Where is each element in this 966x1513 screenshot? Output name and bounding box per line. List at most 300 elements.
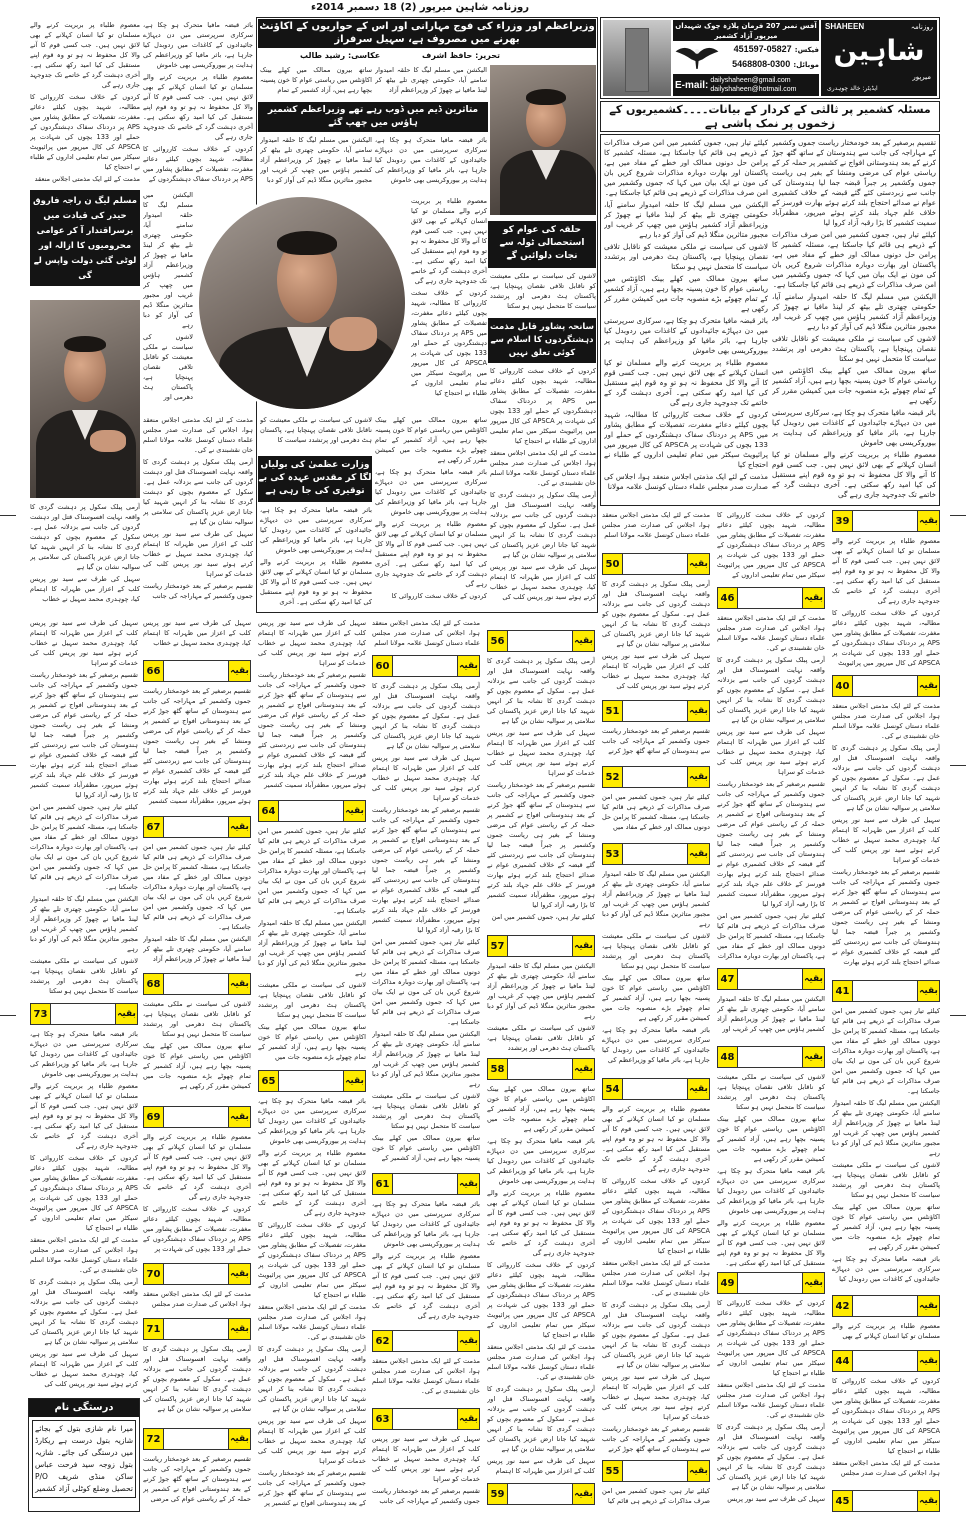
news-column (602, 510, 710, 550)
article-paragraph: آرمی پبلک سکول پر دہشت گردی کا واقعہ نہایت افسوسناک قتل اور دہشت گردوں کی جانب سے بزدلانہ عمل ہے۔ سکول کے معصوم بچوں کو دہشت گردی کا نشانہ بنا کر انہیں شہید کیا جانا ارض عزیز پاکستان کی سلامتی پر سوالیہ نشان بن گیا ہے (487, 657, 595, 725)
continuation-label: بقیہ (228, 1429, 250, 1449)
continuation-box (143, 816, 251, 838)
article-paragraph: آرمی پبلک سکول پر دہشت گردی کا واقعہ نہایت افسوسناک قتل اور دہشت گردوں کی جانب سے بزدلانہ عمل ہے۔ سکول کے معصوم بچوں کو دہشت گردی کا نشانہ بنا کر انہیں شہید کیا جانا ارض عزیز پاکستان کی سلامتی پر سوالیہ نشان بن گیا ہے (602, 1301, 710, 1369)
continuation-label: بقیہ (343, 801, 365, 821)
continuation-box (372, 1408, 480, 1430)
news-column (717, 613, 825, 965)
continuation-label: بقیہ (457, 656, 479, 676)
continuation-number: 58 (488, 1059, 508, 1079)
article-paragraph: سہیل کی طرف سے سید نور پریس کلب کے اعزاز میں ظہرانہ کا اہتمام کیا، چوہدری محمد سہیل نے خطاب کرتے ہوئے سید نور پریس کلب کی خدمات کو سراہا (30, 619, 138, 667)
article-paragraph: کیلئے تیار ہیں، جموں کشمیر میں امن صرف مذاکرات کے ذریعے ہی قائم کیا جاسکتا ہے، مسئلہ کشمیر کا پرامن حل دونوں ممالک اور خطے کے مفاد میں ہے، پاکستان اور بھارت دوبارہ مذاکرات شروع کریں بان کی مون نے ایک بیان میں کہا کہ جموں وکشمیر میں امن صرف مذاکرات کے ذریعے ہی قائم کیا جاسکتا ہے۔ (772, 230, 936, 289)
article-paragraph: مذمت کے لئے ایک مذمتی اجلاس منعقد ہوا، اجلاس کی صدارت صدر مجلس علماء دستاں کونسل علامہ مولانا اسلم خان نقشبندی نے کی۔ (487, 1343, 595, 1381)
continuation-number: 50 (603, 554, 623, 574)
article-paragraph: لاشوں کی سیاست نے ملکی معیشت کو ناقابل تلافی نقصان پہنچایا ہے، پاکستان ہٹ دھرمی اور (143, 333, 193, 401)
continuation-box (143, 1318, 251, 1340)
article-paragraph: آرمی پبلک سکول پر دہشت گردی کا واقعہ نہایت افسوسناک قتل اور دہشت گردوں کی جانب سے بزدلانہ عمل ہے۔ سکول کے معصوم بچوں کو دہشت گردی کا نشانہ بنا کر انہیں شہید کیا جانا ارض عزیز پاکستان کی سلامتی پر سوالیہ نشان بن گیا ہے (372, 682, 480, 750)
continuation-number: 52 (603, 767, 623, 787)
article-paragraph: کردوں کے خلاف سخت کارروائی کا مطالبہ، شہید بچوں کیلئے دعائے مغفرت، تفصیلات کے مطابق پشاور میں APS پر دردناک سفاک دہشتگردوں کے حملے اور 133 بچوں کی شہادت پر APSCA کی کال میرپور میں پرائیویٹ سیکٹر میں تمام تعلیمی اداروں کے طلباء نے احتجاج کیا (30, 1154, 138, 1232)
article-paragraph: کردوں کے خلاف سخت کارروائی کا مطالبہ، شہید بچوں کیلئے دعائے مغفرت، تفصیلات کے مطابق پشاور میں APS پر دردناک سفاک دہشتگردوں کے حملے اور 133 بچوں کی شہادت پر APSCA کی کال میرپور میں پرائیویٹ سیکٹر میں تمام تعلیمی اداروں کے طلباء نے احتجاج کیا (602, 1177, 710, 1255)
article-paragraph: تقسیم برصغیر کے بعد خودمختار ریاست جموں وکشمیر کے مہاراجہ کی جانب سے ہندوستان کے ساتھ گٹھ جوڑ کرنے کے بعد ہندوستانی افواج نے کشمیر پر حملہ کر کے ریاستی عوام کی مرضی ومنشا کے بغیر ہی ریاست جموں وکشمیر پر جبراً قبضہ جما لیا ہندوستان کی جانب سے زبردستی کئے گئے قبضہ کے خلاف کشمیری عوام نے صدائے احتجاج بلند کرتے ہوئے بھارت فورسز کے خلاف علم جہاد بلند کرتے ہوئے میرپور، مظفرآباد سمیت کشمیر کا بڑا رقبہ آزاد کروا لیا (372, 806, 480, 934)
article-paragraph: مذمت کے لئے ایک مذمتی اجلاس منعقد ہوا، اجلاس کی صدارت صدر مجلس علماء دستاں کونسل علامہ مولانا اسلم خان نقشبندی نے کی۔ (832, 702, 940, 740)
email-hotmail[interactable]: dailyshaheen@hotmail.com (710, 86, 797, 93)
article-paragraph: کردوں کے خلاف سخت کارروائی کا مطالبہ، شہید بچوں کیلئے دعائے مغفرت، تفصیلات کے مطابق پشاور میں APS پر دردناک سفاک دہشتگردوں کے حملے اور 133 بچوں کی شہادت پر APSCA کی کال میرپور میں پرائیویٹ سیکٹر میں تمام تعلیمی اداروں کے (717, 511, 825, 579)
news-column (258, 618, 366, 797)
registration-mark (0, 765, 16, 766)
article-paragraph: لاشوں کی سیاست نے ملکی معیشت کو ناقابل تلافی نقصان پہنچایا ہے، پاکستان ہٹ دھرمی اور پرتشدد سیاست کا (260, 416, 372, 444)
article-paragraph: مذمت کے لئے ایک مذمتی اجلاس منعقد ہوا، اجلاس کی صدارت صدر مجلس علماء دستاں کونسل علامہ مولانا اسلم خان نقشبندی نے کی۔ (717, 614, 825, 652)
news-column (372, 1356, 480, 1405)
continuation-number: 57 (488, 936, 508, 956)
editorial-title: مسئلہ کشمیر پر ثالثی کے کردار کے بیانات۔۔۔۔کشمیریوں کے زخموں پر نمک پاشی ہے (600, 101, 940, 132)
feature-subheadline-3: سانحہ پشاور قابل مذمت دہشتگردوں کا اسلام سے کوئی تعلق نہیں (488, 318, 596, 363)
news-column (258, 1096, 366, 1510)
continuation-box (832, 675, 940, 697)
article-paragraph: تقسیم برصغیر کے بعد خودمختار ریاست جموں وکشمیر کے مہاراجہ کی جانب سے ہندوستان کے ساتھ گٹھ جوڑ کرنے کے بعد ہندوستانی افواج نے کشمیر پر حملہ کر کے ریاستی عوام کی مرضی ومنشا کے بغیر ہی ریاست جموں وکشمیر پر جبراً قبضہ جما لیا ہندوستان کی جانب سے زبردستی کئے گئے قبضہ کے خلاف کشمیری عوام نے صدائے احتجاج بلند کرتے ہوئے بھارت فورسز کے خلاف علم جہاد بلند کرتے ہوئے میرپور، مظفرآباد سمیت کشمیر کا بڑا رقبہ آزاد کروا لیا (772, 138, 936, 227)
continuation-number: 53 (603, 844, 623, 864)
news-column (602, 726, 710, 763)
article-paragraph: مذمت کے لئے ایک مذمتی اجلاس منعقد ہوا، اجلاس کی صدارت صدر مجلس علماء دستاں کونسل علامہ مولانا اسلم (372, 619, 480, 647)
speaker-photo (30, 300, 140, 498)
article-paragraph: ساتھ بیرون ممالک میں کھلے بینک اکاؤنٹس میں ریاستی عوام کا خون پسینہ بچھا رہے ہیں، آزاد کشمیر کے تمام چھوٹے بڑے منصوبہ جات میں کمیشن مقرر کر رکھی ہے (487, 1085, 595, 1133)
interview-circle-photo (196, 194, 408, 412)
continuation-label: بقیہ (917, 1491, 939, 1511)
continuation-label: بقیہ (687, 701, 709, 721)
logo-city: میرپور (912, 73, 931, 81)
feature-column (375, 65, 487, 100)
article-paragraph: باثر قبضہ مافیا متحرک ہو چکا ہے، سرکاری سرپرستی میں دن دیہاڑے جائیدادوں کے کاغذات میں ردوبدل کیا جارہا ہے، باثر مافیا کو وزیراعظم کی ہدایت پر بیوروکریسی بھی خاموش (717, 1167, 825, 1215)
continuation-label: بقیہ (802, 588, 824, 608)
editorial-column (604, 138, 768, 502)
article-paragraph: آرمی پبلک سکول پر دہشت گردی کا واقعہ نہایت افسوسناک قتل اور دہشت گردوں کی جانب سے بزدلانہ عمل ہے۔ سکول کے معصوم بچوں کو دہشت گردی کا نشانہ بنا کر انہیں شہید کیا جانا ارض عزیز پاکستان کی سلامتی پر سوالیہ نشان بن گیا ہے (490, 491, 596, 559)
continuation-box (372, 1173, 480, 1195)
continuation-number: 46 (718, 588, 738, 608)
interview-photo (490, 65, 596, 215)
continuation-label: بقیہ (687, 1461, 709, 1481)
left-column (30, 20, 140, 185)
news-column (717, 1298, 825, 1510)
left-highlight-box: مسلم لیگ ن راجہ فاروق حیدر کی قیادت میں برسراقتدار آ کر عوامی محرومیوں کا ازالہ اور لوٹی گئی دولت واپس لے گی (30, 190, 140, 286)
article-paragraph: کردوں کے خلاف سخت کارروائی کا مطالبہ، شہید بچوں کیلئے دعائے مغفرت، تفصیلات کے مطابق پشاور میں APS پر دردناک سفاک دہشتگردوں کے حملے اور 133 بچوں کی شہادت پر (143, 1205, 251, 1253)
article-paragraph: کیلئے تیار ہیں، جموں کشمیر میں امن (491, 913, 595, 921)
article-paragraph: تقسیم برصغیر کے بعد خودمختار ریاست جموں وکشمیر کے مہاراجہ کی جانب (372, 1487, 480, 1505)
article-paragraph: آرمی پبلک سکول پر دہشت گردی کا واقعہ نہایت افسوسناک قتل اور دہشت گردوں کی جانب سے بزدلانہ عمل ہے۔ سکول کے معصوم بچوں کو دہشت گردی کا نشانہ بنا کر انہیں شہید کیا جانا ارض عزیز پاکستان کی سلامتی پر سوالیہ نشان بن گیا ہے (717, 1423, 825, 1491)
continuation-box (487, 630, 595, 652)
news-column (832, 1321, 940, 1347)
continuation-box (602, 766, 710, 788)
continuation-label: بقیہ (572, 631, 594, 651)
office-address: آفس نمبر 207 فرمان پلازہ چوک شہیداں میرپور آزاد کشمیر (673, 20, 819, 41)
article-paragraph: تقسیم برصغیر کے بعد خودمختار ریاست جموں وکشمیر کے مہاراجہ کی جانب سے ہندوستان کے ساتھ گٹھ جوڑ کرنے کے بعد ہندوستانی افواج نے کشمیر پر حملہ کر کے ریاستی عوام کی مرضی (143, 1455, 251, 1503)
byline-photographer: عکاسی: رشید طالب (300, 51, 381, 60)
article-paragraph: کردوں کے خلاف سخت کارروائی کا مطالبہ، شہید بچوں کیلئے دعائے مغفرت، تفصیلات کے مطابق پشاور میں APS پر دردناک سفاک دہشتگردوں کے حملے اور 133 بچوں کی شہادت پر APSCA کی کال میرپور میں پرائیویٹ سیکٹر میں تمام تعلیمی اداروں کے طلباء نے احتجاج کیا (832, 1377, 940, 1455)
article-paragraph: سہیل کی طرف سے سید نور پریس کلب کے اعزاز میں ظہرانہ کا اہتمام کیا، چوہدری محمد سہیل نے خطاب (143, 619, 251, 647)
article-paragraph: باثر قبضہ مافیا متحرک ہو چکا ہے، سرکاری سرپرستی میں دن دیہاڑے جائیدادوں کے کاغذات میں ردوبدل کیا جارہا ہے، باثر مافیا کو وزیراعظم کی ہدایت پر بیوروکریسی بھی خاموش (372, 1200, 480, 1248)
article-paragraph: معصوم طلباء پر بربریت کرنے والے مسلمان تو کیا انسان کہلانے کے بھی لائق نہیں ہیں۔ جب کسی قوم کا آنے والا کل محفوظ نہ ہو تو وہ قوم اپنے مستقبل کی کیا امید رکھ سکتی ہے۔ آخری (260, 558, 372, 606)
article-paragraph: ساتھ بیرون ممالک میں کھلے بینک اکاؤنٹس میں ریاستی عوام کا خون پسینہ بچھا رہے ہیں، آزاد کشمیر کے تمام چھوٹے بڑے منصوبہ جات میں (258, 1023, 366, 1061)
article-paragraph: لاشوں کی سیاست نے ملکی معیشت کو ناقابل تلافی نقصان پہنچایا ہے، پاکستان ہٹ دھرمی اور پرتشدد سیاست کا متحمل نہیں ہو سکتا (143, 1000, 251, 1038)
article-paragraph: باثر قبضہ مافیا متحرک ہو چکا ہے، سرکاری سرپرستی میں دن دیہاڑے جائیدادوں کے کاغذات میں ردوبدل کیا جارہا ہے، باثر مافیا کو وزیراعظم کی ہدایت پر بیوروکریسی بھی خاموش (604, 316, 768, 355)
continuation-number: 41 (833, 981, 853, 1001)
article-paragraph: تقسیم برصغیر کے بعد خودمختار ریاست جموں وکشمیر کے مہاراجہ کی جانب سے ہندوستان کے ساتھ گٹھ جوڑ کرنے کے بعد ہندوستانی افواج نے کشمیر پر حملہ کر کے ریاستی عوام کی مرضی ومنشا کے بغیر ہی ریاست جموں وکشمیر پر جبراً قبضہ جما لیا ہندوستان کی جانب سے زبردستی کئے گئے قبضہ کے خلاف کشمیری عوام نے صدائے احتجاج بلند کرتے ہوئے بھارت فورسز کے خلاف علم جہاد بلند کرتے ہوئے میرپور، مظفرآباد سمیت کشمیر کا بڑا رقبہ آزاد کروا لیا (487, 781, 595, 909)
article-paragraph: باثر قبضہ مافیا متحرک ہو چکا ہے، سرکاری سرپرستی میں دن دیہاڑے جائیدادوں کے کاغذات میں ردوبدل کیا جارہا ہے، باثر مافیا کو وزیراعظم کی (602, 1026, 710, 1064)
logo-daily: روزنامہ (910, 23, 933, 31)
article-paragraph: کیلئے تیار ہیں، جموں کشمیر میں امن صرف مذاکرات کے ذریعے ہی قائم کیا جاسکتا ہے، مسئلہ کشمیر کا پرامن حل دونوں ممالک اور خطے کے مفاد میں ہے، پاکستان اور بھارت دوبارہ مذاکرات شروع کریں بان کی مون نے ایک بیان میں کہا کہ جموں وکشمیر میں امن صرف مذاکرات کے ذریعے ہی قائم کیا جاسکتا ہے۔ (30, 803, 138, 891)
article-paragraph: لاشوں کی سیاست نے ملکی معیشت کو ناقابل تلافی نقصان پہنچایا ہے، پاکستان ہٹ دھرمی اور پرتشدد (487, 1024, 595, 1052)
article-paragraph: الیکشن میں مسلم لیگ کا حلقہ امیدوار سامنے آیا، حکومتی چھتری تلے بیٹھ کر لینڈ مافیا نے چھوڑ کر وزیراعظم آزاد کشمیر ہاؤس میں چھپ کر غریب اور مجبور متاثرین منگلا ڈیم کی آواز کو دبا رہے (372, 1030, 480, 1088)
news-column (602, 1486, 710, 1510)
article-paragraph: معصوم طلباء پر بربریت کرنے والے مسلمان تو کیا انسان کہلانے کے بھی لائق نہیں ہیں۔ جب کسی قوم کا آنے والا کل محفوظ نہ ہو تو وہ قوم اپنے مستقبل کی کیا امید رکھ سکتی ہے۔ آخری دہشت گرد کے خاتمے تک جدوجہد جاری رہے گی (487, 1189, 595, 1257)
article-paragraph: لاشوں کی سیاست نے ملکی معیشت کو ناقابل تلافی نقصان پہنچایا ہے، پاکستان ہٹ دھرمی اور پرتشدد سیاست کا متحمل نہیں ہو سکتا (717, 1073, 825, 1111)
news-column (717, 510, 825, 584)
article-paragraph: تقسیم برصغیر کے بعد خودمختار ریاست جموں وکشمیر کے مہاراجہ کی جانب سے ہندوستان کے ساتھ گٹھ جوڑ کرنے کے بعد ہندوستانی افواج نے کشمیر پر حملہ کر کے ریاستی عوام کی مرضی ومنشا کے بغیر ہی ریاست جموں وکشمیر پر جبراً قبضہ جما لیا ہندوستان کی جانب سے زبردستی کئے گئے قبضہ کے خلاف کشمیری عوام نے صدائے احتجاج بلند کرتے ہوئے بھارت فورسز کے خلاف علم جہاد بلند کرتے ہوئے میرپور، مظفرآباد سمیت کشمیر (258, 671, 366, 789)
continuation-box (832, 510, 940, 532)
continuation-label: بقیہ (228, 1264, 250, 1284)
article-paragraph: مذمت کے لئے ایک مذمتی اجلاس منعقد ہوا، اجلاس کی صدارت صدر مجلس علماء دستاں کونسل علامہ مولانا (604, 472, 768, 491)
continuation-number: 49 (718, 1273, 738, 1293)
article-paragraph: باثر قبضہ مافیا متحرک ہو چکا ہے، سرکاری سرپرستی میں دن دیہاڑے جائیدادوں کے کاغذات میں ردوبدل کیا جارہا ہے، باثر مافیا کو وزیراعظم کی ہدایت پر بیوروکریسی بھی خاموش (260, 506, 372, 554)
article-paragraph: سہیل کی طرف سے سید نور پریس کلب کے اعزاز میں ظہرانہ کا اہتمام کیا، چوہدری محمد سہیل نے خطاب کرتے ہوئے سید نور پریس کلب کی خدمات کو سراہا (258, 619, 366, 667)
article-paragraph: تقسیم برصغیر کے بعد خودمختار ریاست جموں وکشمیر کے مہاراجہ کی جانب سے ہندوستان کے ساتھ گٹھ جوڑ کرنے (602, 727, 710, 755)
correction-text: میرا نام شازی بتول کے بجائے شازیہ بتول درست ہے ریکارڈ میں درستگی کی جائے۔ شازیہ بتول زوجہ سید فرحت عباس ساکن منڈی شریف P/O تحصیل وضلع کوٹلی آزاد کشمیر (32, 1420, 136, 1498)
continuation-label: بقیہ (457, 1331, 479, 1351)
continuation-box (602, 700, 710, 722)
article-paragraph: لاشوں کی سیاست نے ملکی معیشت کو ناقابل تلافی نقصان پہنچایا ہے، پاکستان ہٹ دھرمی اور پرتشدد سیاست کا متحمل نہیں ہو سکتا (490, 272, 596, 310)
continuation-number: 61 (373, 1174, 393, 1194)
news-column (832, 701, 940, 977)
continuation-box (717, 1272, 825, 1294)
article-paragraph: مذمت کے لئے ایک مذمتی اجلاس منعقد ہوا، اجلاس کی صدارت صدر مجلس علماء دستاں کونسل علامہ مولانا اسلم خان نقشبندی نے کی۔ (143, 416, 253, 454)
article-paragraph: لاشوں کی سیاست نے ملکی معیشت کو ناقابل تلافی نقصان پہنچایا ہے، پاکستان ہٹ دھرمی اور پرتشدد سیاست کا متحمل نہیں ہو سکتا (772, 334, 936, 363)
article-paragraph: معصوم طلباء پر بربریت کرنے والے مسلمان تو کیا انسان کہلانے کے بھی لائق نہیں ہیں۔ جب کسی قوم کا آنے والا کل محفوظ نہ ہو تو وہ قوم اپنے مستقبل کی کیا امید رکھ سکتی ہے۔ آخری دہشت گرد کے خاتمے تک جدوجہد جاری رہے گی (258, 1149, 366, 1217)
article-paragraph: ساتھ بیرون ممالک میں کھلے بینک اکاؤنٹس میں ریاستی عوام کا خون پسینہ بچھا رہے ہیں، آزاد کشمیر کے تمام چھوٹے بڑے منصوبہ جات میں کمیشن مقرر کر رکھی ہے (832, 1203, 940, 1251)
continuation-label: بقیہ (228, 974, 250, 994)
news-column (487, 961, 595, 1055)
article-paragraph: الیکشن میں مسلم لیگ کا حلقہ امیدوار سامنے آیا، حکومتی چھتری تلے بیٹھ کر لینڈ مافیا نے چھوڑ کر وزیراعظم آزاد کشمیر ہاؤس میں چھپ کر غریب اور مجبور متاثرین منگلا ڈیم کی آواز کو دبا رہے (832, 1099, 940, 1157)
continuation-label: بقیہ (917, 511, 939, 531)
feature-column (490, 366, 596, 610)
feature-column (490, 271, 596, 315)
article-paragraph: سہیل کی طرف سے سید نور پریس کلب کے اعزاز میں ظہرانہ کا اہتمام کیا، چوہدری محمد سہیل نے خطاب کرتے ہوئے سید نور پریس کلب کی (490, 563, 596, 601)
news-column (143, 1454, 251, 1510)
continuation-number: 59 (488, 1484, 508, 1504)
continuation-box (487, 935, 595, 957)
news-column (487, 656, 595, 932)
article-paragraph: کیلئے تیار ہیں، جموں کشمیر میں امن صرف مذاکرات کے ذریعے ہی قائم کیا جاسکتا ہے، مسئلہ کشمیر کا پرامن حل دونوں ممالک اور خطے کے مفاد میں (602, 793, 710, 831)
article-paragraph: تقسیم برصغیر کے بعد خودمختار ریاست جموں وکشمیر کے مہاراجہ کی جانب سے ہندوستان کے ساتھ گٹھ جوڑ کرنے کے بعد ہندوستانی افواج نے کشمیر پر حملہ کر کے ریاستی عوام کی مرضی ومنشا کے بغیر ہی ریاست جموں وکشمیر پر جبراً قبضہ جما لیا ہندوستان کی جانب سے زبردستی کئے گئے قبضہ کے خلاف کشمیری عوام نے صدائے احتجاج بلند کرتے ہوئے بھارت فورسز کے خلاف علم جہاد بلند کرتے ہوئے میرپور، مظفرآباد سمیت کشمیر کا بڑا رقبہ آزاد کروا لیا (30, 671, 138, 799)
article-paragraph: آرمی پبلک سکول پر دہشت گردی کا واقعہ نہایت افسوسناک قتل اور دہشت گردوں کی جانب سے بزدلانہ عمل ہے۔ سکول کے معصوم بچوں کو دہشت گردی کا نشانہ بنا کر انہیں شہید کیا جانا ارض عزیز پاکستان کی سلامتی پر سوالیہ نشان بن گیا ہے (832, 744, 940, 812)
continuation-box (602, 553, 710, 575)
article-paragraph: باثر قبضہ مافیا متحرک ہو چکا ہے، سرکاری سرپرستی میں دن دیہاڑے جائیدادوں کے کاغذات میں ردوبدل کیا جارہا ہے، باثر مافیا کو وزیراعظم کی ہدایت پر بیوروکریسی بھی خاموش (30, 1030, 138, 1078)
article-paragraph: معصوم طلباء پر بربریت کرنے والے مسلمان تو کیا انسان کہلانے کے بھی لائق نہیں ہیں۔ جب کسی قوم کا آنے والا کل محفوظ نہ ہو تو وہ قوم اپنے مستقبل کی کیا امید رکھ سکتی ہے۔ آخری دہشت گرد کے خاتمے تک جدوجہد جاری رہے گی (604, 358, 768, 407)
continuation-box (717, 1046, 825, 1068)
continuation-number: 39 (833, 511, 853, 531)
article-paragraph: آرمی پبلک سکول پر دہشت گردی کا واقعہ نہایت افسوسناک قتل اور دہشت گردوں کی جانب سے بزدلانہ عمل ہے۔ سکول کے معصوم بچوں کو دہشت گردی کا نشانہ بنا کر انہیں شہید کیا جانا ارض عزیز پاکستان کی سلامتی پر سوالیہ نشان بن گیا ہے (717, 656, 825, 724)
continuation-label: بقیہ (917, 676, 939, 696)
continuation-box (832, 1295, 940, 1317)
feature-column (260, 135, 372, 192)
fax-number: 05827-451597 (733, 44, 792, 54)
article-paragraph: معصوم طلباء پر بربریت کرنے والے مسلمان تو کیا انسان کہلانے کے بھی لائق نہیں ہیں۔ جب کسی قوم کا آنے والا کل محفوظ نہ ہو تو وہ قوم اپنے مستقبل کی کیا امید رکھ سکتی ہے۔ آخری دہشت گرد کے خاتمے تک جدوجہد جاری رہے گی (372, 1252, 480, 1320)
correction-title: درستگی نام (29, 1399, 139, 1417)
continuation-box (143, 1106, 251, 1128)
continuation-box (602, 1078, 710, 1100)
continuation-box (832, 980, 940, 1002)
article-paragraph: باثر قبضہ مافیا متحرک ہو چکا ہے، سرکاری سرپرستی میں دن دیہاڑے جائیدادوں کے کاغذات میں ردوبدل کیا (832, 1255, 940, 1283)
article-paragraph: سہیل کی طرف سے سید نور پریس کلب کے اعزاز میں ظہرانہ کا اہتمام کیا، چوہدری محمد سہیل نے خطاب کرتے ہوئے سید نور پریس کلب کی خدمات کو سراہا (487, 729, 595, 777)
article-paragraph: معصوم طلباء پر بربریت کرنے والے مسلمان تو کیا انسان کہلانے کے بھی لائق نہیں ہیں۔ جب کسی قوم کا آنے والا کل محفوظ نہ ہو تو وہ قوم اپنے مستقبل کی کیا امید رکھ سکتی ہے۔ آخری دہشت گرد کے خاتمے تک جدوجہد جاری رہے گی (143, 1133, 251, 1201)
article-paragraph: باثر قبضہ مافیا متحرک ہو چکا ہے، سرکاری سرپرستی میں دن دیہاڑے جائیدادوں کے کاغذات میں ردوبدل کیا جارہا ہے، باثر مافیا کو وزیراعظم کی ہدایت پر بیوروکریسی بھی خاموش (258, 1097, 366, 1145)
mobile-label: موبائل: (793, 61, 819, 69)
article-paragraph: مذمت کے لئے ایک مذمتی اجلاس منعقد ہوا، اجلاس کی صدارت صدر مجلس علماء دستاں کونسل علامہ مولانا اسلم خان نقشبندی نے کی۔ (372, 1357, 480, 1395)
article-paragraph: کردوں کے خلاف سخت کارروائی کا مطالبہ، شہید بچوں کیلئے دعائے مغفرت، تفصیلات کے مطابق پشاور میں APS پر دردناک سفاک دہشتگردوں کے حملے اور 133 بچوں کی شہادت پر APSCA کی کال میرپور میں پرائیویٹ سیکٹر میں تمام تعلیمی اداروں کے طلباء نے احتجاج کیا (604, 410, 768, 469)
article-paragraph: سہیل کی طرف سے سید نور پریس کلب کے اعزاز میں ظہرانہ کا اہتمام کیا، چوہدری محمد سہیل نے خطاب کرتے ہوئے سید نور پریس کلب کی خدمات کو سراہا (832, 816, 940, 864)
continuation-label: بقیہ (802, 1047, 824, 1067)
continuation-box (143, 1428, 251, 1450)
article-paragraph: لاشوں کی سیاست نے ملکی معیشت کو ناقابل تلافی نقصان پہنچایا ہے، پاکستان ہٹ دھرمی اور پرتشدد سیاست کا متحمل نہیں ہو سکتا (30, 957, 138, 995)
article-paragraph: لاشوں کی سیاست نے ملکی معیشت کو ناقابل تلافی نقصان پہنچایا ہے، پاکستان ہٹ دھرمی اور پرتشدد سیاست کا متحمل نہیں ہو سکتا (602, 932, 710, 970)
feature-headline: وزیراعظم اور وزراء کی فوج مہارانی اور اس کے حواریوں کے اکاؤنٹ بھرنے میں مصروف ہے، سہیل سرفراز (258, 19, 596, 48)
article-paragraph: کردوں کے خلاف سخت کارروائی کا مطالبہ، شہید بچوں کیلئے دعائے مغفرت، تفصیلات کے مطابق پشاور میں APS پر دردناک سفاک دہشتگردوں کے حملے اور 133 بچوں کی شہادت پر APSCA کی کال میرپور میں پرائیویٹ سیکٹر میں تمام تعلیمی اداروں کے طلباء نے احتجاج کیا (30, 93, 140, 171)
article-paragraph: معصوم طلباء پر بربریت کرنے والے مسلمان تو کیا انسان کہلانے کے بھی لائق نہیں ہیں۔ جب کسی قوم کا آنے والا کل محفوظ نہ ہو تو وہ قوم اپنے مستقبل کی کیا امید رکھ سکتی ہے۔ آخری دہشت گرد کے خاتمے تک جدوجہد جاری رہے گی (375, 520, 487, 588)
article-paragraph: الیکشن میں مسلم لیگ کا حلقہ امیدوار سامنے آیا، حکومتی چھتری تلے بیٹھ کر لینڈ مافیا نے چھوڑ کر وزیراعظم آزاد کشمیر ہاؤس میں چھپ کر غریب اور مجبور متاثرین منگلا ڈیم کی آواز کو دبا رہے (602, 870, 710, 928)
registration-mark (0, 515, 16, 516)
byline-writer: تحریر: حافظ اشرف (422, 51, 500, 60)
monument-photo (603, 20, 671, 96)
news-column (143, 999, 251, 1103)
article-paragraph: تقسیم برصغیر کے بعد خودمختار ریاست جموں وکشمیر کے مہاراجہ کی جانب سے ہندوستان کے ساتھ گٹھ جوڑ کرنے کے بعد ہندوستانی افواج نے کشمیر پر حملہ کر کے ریاستی عوام کی مرضی ومنشا کے بغیر ہی ریاست جموں وکشمیر پر جبراً قبضہ جما لیا ہندوستان کی جانب سے زبردستی کئے گئے قبضہ کے خلاف کشمیری عوام نے صدائے احتجاج بلند کرتے ہوئے بھارت فورسز کے خلاف علم جہاد بلند کرتے ہوئے میرپور، مظفرآباد سمیت کشمیر (143, 687, 251, 805)
article-paragraph: ساتھ بیرون ممالک میں کھلے بینک اکاؤنٹس میں ریاستی عوام کا خون پسینہ بچھا رہے ہیں، آزاد کشمیر کے تمام چھوٹے بڑے منصوبہ جات میں کمیشن مقرر کر رکھی ہے (772, 366, 936, 405)
continuation-number: 67 (144, 817, 164, 837)
mobile-number: 0300-5468808 (732, 59, 791, 69)
article-paragraph: معصوم طلباء پر بربریت کرنے والے مسلمان تو کیا انسان کہلانے کے بھی لائق نہیں ہیں۔ جب کسی قوم کا آنے والا کل محفوظ نہ ہو تو وہ قوم اپنے مستقبل کی کیا امید رکھ سکتی ہے۔ آخری دہشت گرد کے خاتمے تک جدوجہد جاری رہے گی (602, 1105, 710, 1173)
eagle-icon (674, 43, 720, 71)
continuation-number: 56 (488, 631, 508, 651)
article-paragraph: کیلئے تیار ہیں، جموں کشمیر میں امن صرف مذاکرات کے ذریعے ہی قائم کیا جاسکتا ہے، مسئلہ کشمیر کا پرامن حل دونوں ممالک اور خطے کے مفاد میں ہے، پاکستان اور بھارت دوبارہ مذاکرات شروع کریں بان کی مون نے ایک بیان میں کہا کہ جموں وکشمیر میں امن صرف مذاکرات کے ذریعے ہی قائم کیا جاسکتا ہے۔ (258, 827, 366, 915)
continuation-label: بقیہ (687, 844, 709, 864)
article-paragraph: الیکشن میں مسلم لیگ کا حلقہ امیدوار سامنے آیا، حکومتی چھتری تلے بیٹھ کر لینڈ مافیا نے چھوڑ کر وزیراعظم آزاد کشمیر ہاؤس میں چھپ کر غریب اور مجبور متاثرین منگلا ڈیم کی آواز کو دبا رہے (604, 200, 768, 239)
article-paragraph: معصوم طلباء پر بربریت کرنے والے مسلمان تو کیا انسان کہلانے کے بھی لائق نہیں ہیں۔ جب کسی قوم کا آنے والا کل محفوظ نہ ہو تو وہ قوم اپنے مستقبل کی کیا امید رکھ سکتی ہے۔ آخری دہشت گرد کے خاتمے تک جدوجہد جاری رہے گی (772, 450, 936, 499)
article-paragraph: مذمت کے لئے ایک مذمتی اجلاس منعقد ہوا، اجلاس کی صدارت صدر مجلس علماء دستاں کونسل علامہ مولانا اسلم خان نقشبندی نے کی۔ (717, 1381, 825, 1419)
logo-english: SHAHEEN (825, 22, 865, 31)
article-paragraph: کیلئے تیار ہیں، جموں کشمیر میں امن صرف مذاکرات کے ذریعے ہی قائم کیا جاسکتا ہے، مسئلہ کشمیر کا پرامن حل دونوں ممالک اور خطے کے مفاد میں ہے، پاکستان اور بھارت دوبارہ مذاکرات شروع کریں بان کی مون نے ایک بیان میں کہا کہ جموں وکشمیر میں امن صرف مذاکرات کے ذریعے ہی قائم کیا جاسکتا ہے۔ (372, 938, 480, 1026)
article-paragraph: مذمت کے لئے ایک مذمتی اجلاس منعقد ہوا، اجلاس کی صدارت صدر مجلس علماء دستاں کونسل علامہ مولانا اسلم خان نقشبندی نے کی۔ (602, 1259, 710, 1297)
news-column (372, 681, 480, 1170)
continuation-box (372, 1330, 480, 1352)
continuation-label: بقیہ (457, 1409, 479, 1429)
continuation-label: بقیہ (228, 1319, 250, 1339)
feature-subheadline-2: حلقہ کی عوام کو استحصالی ٹولہ سے نجات دلوائیں گے (488, 221, 596, 268)
article-paragraph: لاشوں کی سیاست نے ملکی معیشت کو ناقابل تلافی نقصان پہنچایا ہے، پاکستان ہٹ دھرمی اور پرتشدد سیاست کا متحمل نہیں ہو سکتا (832, 1161, 940, 1199)
article-paragraph: آرمی پبلک سکول پر دہشت گردی کا واقعہ نہایت افسوسناک قتل اور دہشت گردوں کی جانب سے بزدلانہ عمل ہے۔ سکول کے معصوم بچوں کو دہشت گردی کا نشانہ بنا کر انہیں شہید کیا جانا ارض عزیز پاکستان کی سلامتی پر سوالیہ نشان بن گیا ہے (143, 458, 253, 526)
continuation-label: بقیہ (228, 1107, 250, 1127)
article-paragraph: سہیل کی طرف سے سید نور پریس کلب کے اعزاز میں ظہرانہ کا اہتمام کیا، چوہدری محمد سہیل نے خطاب (30, 575, 140, 603)
continuation-number: 62 (373, 1331, 393, 1351)
article-paragraph: کردوں کے خلاف سخت کارروائی کا مطالبہ، شہید بچوں کیلئے دعائے مغفرت، تفصیلات کے مطابق پشاور میں APS پر دردناک سفاک دہشتگردوں کے حملے اور 133 بچوں کی شہادت پر APSCA کی کال میرپور میں پرائیویٹ (832, 609, 940, 667)
continuation-number: 73 (31, 1004, 51, 1024)
article-paragraph: الیکشن میں مسلم لیگ کا حلقہ امیدوار سامنے آیا، حکومتی چھتری تلے بیٹھ کر لینڈ مافیا نے چھوڑ کر وزیراعظم آزاد کشمیر ہاؤس میں چھپ کر غریب اور مجبور متاثرین منگلا ڈیم کی آواز کو دبا رہے (487, 962, 595, 1020)
continuation-label: بقیہ (572, 936, 594, 956)
newspaper-logo (821, 20, 937, 96)
article-paragraph: ساتھ بیرون ممالک میں کھلے بینک اکاؤنٹس میں ریاستی عوام کا خون پسینہ بچھا رہے ہیں، آزاد کشمیر کے تمام چھوٹے بڑے منصوبہ جات میں کمیشن مقرر کر رکھی ہے (604, 274, 768, 313)
article-paragraph: کردوں کے خلاف سخت کارروائی کا مطالبہ، شہید بچوں کیلئے دعائے مغفرت، تفصیلات کے مطابق پشاور میں APS پر دردناک سفاک دہشتگردوں کے حملے اور 133 بچوں کی شہادت پر APSCA کی کال میرپور میں پرائیویٹ سیکٹر میں تمام تعلیمی اداروں کے طلباء نے احتجاج کیا (490, 367, 596, 445)
news-column (143, 1289, 251, 1315)
article-paragraph: لاشوں کی سیاست نے ملکی معیشت کو ناقابل تلافی نقصان پہنچایا ہے، پاکستان ہٹ دھرمی اور پرتشدد سیاست کا متحمل نہیں ہو سکتا (258, 981, 366, 1019)
article-paragraph: معصوم طلباء پر بربریت کرنے والے مسلمان تو کیا انسان کہلانے کے بھی لائق نہیں ہیں۔ جب کسی قوم کا آنے والا کل محفوظ نہ ہو تو وہ قوم اپنے مستقبل کی کیا امید رکھ سکتی ہے۔ (717, 1219, 825, 1267)
article-paragraph: سہیل کی طرف سے سید نور پریس کلب کے اعزاز میں ظہرانہ کا اہتمام کیا، چوہدری محمد سہیل نے خطاب کرتے ہوئے سید نور پریس کلب کی خدمات کو سراہا (717, 728, 825, 776)
continuation-box (717, 587, 825, 609)
news-column (372, 618, 480, 652)
registration-mark (950, 765, 966, 766)
news-column (602, 869, 710, 1075)
article-paragraph: کیلئے تیار ہیں، جموں کشمیر میں امن صرف مذاکرات کے ذریعے ہی قائم کیا (602, 1487, 710, 1505)
article-paragraph: معصوم طلباء پر بربریت کرنے والے مسلمان تو کیا انسان کہلانے کے بھی لائق نہیں ہیں۔ جب کسی قوم کا آنے والا کل محفوظ نہ ہو تو وہ قوم اپنے مستقبل کی کیا امید رکھ سکتی ہے۔ آخری دہشت گرد کے خاتمے تک جدوجہد جاری رہے گی (30, 1082, 138, 1150)
article-paragraph: سہیل کی طرف سے سید نور پریس کلب کے اعزاز میں ظہرانہ کا اہتمام کیا، چوہدری محمد سہیل نے خطاب کرتے ہوئے سید نور پریس کلب کی (602, 652, 710, 690)
registration-mark (0, 1015, 16, 1016)
article-paragraph: معصوم طلباء پر بربریت کرنے والے مسلمان تو کیا انسان کہلانے کے بھی لائق نہیں ہیں۔ جب کسی قوم کا آنے والا کل محفوظ نہ ہو تو وہ قوم اپنے مستقبل کی کیا امید رکھ سکتی ہے۔ آخری دہشت گرد کے خاتمے تک جدوجہد جاری رہے گی (30, 21, 140, 89)
article-paragraph: باثر قبضہ مافیا متحرک ہو چکا ہے، سرکاری سرپرستی میں دن دیہاڑے جائیدادوں کے کاغذات میں ردوبدل کیا جارہا ہے، باثر مافیا کو وزیراعظم کی ہدایت پر بیوروکریسی بھی خاموش (375, 136, 487, 184)
article-paragraph: ساتھ بیرون ممالک میں کھلے بینک اکاؤنٹس میں ریاستی عوام کا خون پسینہ بچھا رہے ہیں، آزاد کشمیر کے (372, 1134, 480, 1162)
continuation-label: بقیہ (572, 1484, 594, 1504)
continuation-label: بقیہ (343, 1071, 365, 1091)
continuation-number: 54 (603, 1079, 623, 1099)
continuation-label: بقیہ (572, 1059, 594, 1079)
article-paragraph: معصوم طلباء پر بربریت کرنے والے مسلمان تو کیا انسان کہلانے کے بھی لائق نہیں ہیں۔ جب کسی قوم کا آنے والا کل محفوظ نہ ہو تو وہ قوم اپنے مستقبل کی کیا امید رکھ سکتی ہے۔ آخری دہشت گرد کے خاتمے تک جدوجہد جاری رہے گی (143, 73, 253, 141)
article-paragraph: کردوں کے خلاف سخت کارروائی کا مطالبہ، شہید بچوں کیلئے دعائے مغفرت، تفصیلات کے مطابق پشاور میں APS پر دردناک سفاک دہشتگردوں کے حملے اور 133 بچوں کی شہادت پر APSCA کی کال میرپور میں پرائیویٹ سیکٹر میں تمام تعلیمی اداروں کے طلباء نے احتجاج کیا (258, 1221, 366, 1299)
continuation-box (832, 1350, 940, 1372)
article-paragraph: کردوں کے خلاف سخت کارروائی کا مطالبہ، شہید بچوں کیلئے دعائے مغفرت، تفصیلات کے مطابق پشاور میں APS پر دردناک سفاک دہشتگردوں کے (143, 145, 253, 183)
article-paragraph: کردوں کے خلاف سخت کارروائی کا مطالبہ، شہید بچوں کیلئے دعائے مغفرت، تفصیلات کے مطابق پشاور میں APS پر دردناک سفاک دہشتگردوں کے حملے اور 133 بچوں کی شہادت پر APSCA کی کال میرپور میں پرائیویٹ سیکٹر میں تمام تعلیمی اداروں کے طلباء نے احتجاج کیا (487, 1261, 595, 1339)
article-paragraph: کردوں کے خلاف سخت کارروائی کا (391, 592, 487, 600)
article-paragraph: ساتھ بیرون ممالک میں کھلے بینک اکاؤنٹس میں ریاستی عوام کا خون پسینہ بچھا رہے ہیں، آزاد کشمیر کے تمام چھوٹے بڑے منصوبہ جات میں کمیشن مقرر کر رکھی ہے (143, 1042, 251, 1090)
logo-urdu: شاہین (833, 34, 925, 67)
continuation-box (372, 655, 480, 677)
continuation-label: بقیہ (457, 1174, 479, 1194)
continuation-label: بقیہ (687, 767, 709, 787)
continuation-label: بقیہ (917, 981, 939, 1001)
article-paragraph: مذمت کے لئے ایک مذمتی اجلاس منعقد ہوا، اجلاس کی صدارت صدر مجلس (143, 1290, 251, 1308)
continuation-number: 55 (603, 1461, 623, 1481)
continuation-number: 63 (373, 1409, 393, 1429)
news-column (30, 618, 138, 1000)
continuation-box (487, 1483, 595, 1505)
continuation-number: 47 (718, 969, 738, 989)
feature-column (375, 135, 487, 192)
continuation-label: بقیہ (687, 554, 709, 574)
left-column (143, 190, 193, 410)
article-paragraph: الیکشن میں مسلم لیگ کا حلقہ امیدوار سامنے آیا، حکومتی چھتری تلے بیٹھ کر لینڈ مافیا نے چھوڑ کر وزیراعظم آزاد کشمیر ہاؤس میں چھپ کر غریب اور مجبور متاثرین منگلا ڈیم کی آواز کو دبا رہے (143, 191, 193, 329)
article-paragraph: معصوم طلباء پر بربریت کرنے والے مسلمان تو کیا انسان کہلانے کے بھی لائق نہیں ہیں۔ جب کسی قوم کا آنے والا کل محفوظ نہ ہو تو وہ قوم اپنے مستقبل کی کیا امید رکھ سکتی ہے۔ آخری دہشت گرد کے خاتمے تک جدوجہد جاری رہے گی (411, 197, 487, 285)
news-column (258, 826, 366, 1067)
continuation-number: 70 (144, 1264, 164, 1284)
article-paragraph: کردوں کے خلاف سخت کارروائی کا مطالبہ، شہید بچوں کیلئے دعائے مغفرت، تفصیلات کے مطابق پشاور میں APS پر دردناک سفاک دہشتگردوں کے حملے اور 133 بچوں کی شہادت پر APSCA کی کال میرپور میں پرائیویٹ سیکٹر میں تمام تعلیمی اداروں کے طلباء نے احتجاج کیا (411, 289, 487, 397)
news-column (717, 994, 825, 1043)
article-paragraph: لاشوں کی سیاست نے ملکی معیشت کو ناقابل تلافی نقصان پہنچایا ہے، پاکستان ہٹ دھرمی اور پرتشدد سیاست کا متحمل نہیں ہو سکتا (604, 242, 768, 271)
continuation-box (832, 1490, 940, 1512)
feature-column (260, 505, 372, 610)
continuation-box (143, 660, 251, 682)
article-paragraph: الیکشن میں مسلم لیگ کا حلقہ امیدوار سامنے آیا، حکومتی چھتری تلے بیٹھ کر لینڈ مافیا نے چھوڑ کر وزیراعظم آزاد کشمیر ہاؤس میں چھپ کر غریب اور مجبور متاثرین منگلا ڈیم کی آواز کو دبا رہے (30, 895, 138, 953)
feature-column (411, 196, 487, 410)
article-paragraph: باثر قبضہ مافیا متحرک ہو چکا ہے، سرکاری سرپرستی میں دن دیہاڑے جائیدادوں کے کاغذات میں ردوبدل کیا جارہا ہے، باثر مافیا کو وزیراعظم کی ہدایت پر بیوروکریسی بھی خاموش (772, 408, 936, 447)
article-paragraph: تقسیم برصغیر کے بعد خودمختار ریاست جموں وکشمیر کے مہاراجہ کی جانب (143, 582, 253, 600)
article-paragraph: کیلئے تیار ہیں، جموں کشمیر میں امن صرف مذاکرات کے ذریعے ہی قائم کیا جاسکتا ہے، مسئلہ کشمیر کا پرامن حل دونوں ممالک اور خطے کے مفاد میں ہے، پاکستان اور بھارت دوبارہ مذاکرات شروع کریں بان کی مون نے ایک بیان میں کہا کہ جموں وکشمیر میں امن صرف مذاکرات کے ذریعے ہی قائم کیا جاسکتا ہے۔ (604, 138, 768, 197)
continuation-number: 44 (833, 1351, 853, 1371)
continuation-number: 45 (833, 1491, 853, 1511)
email-gmail[interactable]: dailyshaheen@gmail.com (710, 77, 791, 84)
article-paragraph: سہیل کی طرف سے سید نور پریس کلب کے اعزاز میں ظہرانہ کا اہتمام کیا، چوہدری محمد سہیل نے خطاب کرتے ہوئے سید نور پریس کلب کی خدمات کو سراہا (258, 1417, 366, 1465)
article-paragraph: مذمت کے لئے ایک مذمتی اجلاس منعقد ہوا، اجلاس کی صدارت صدر مجلس علماء دستاں کونسل علامہ مولانا اسلم خان نقشبندی نے کی۔ (258, 1303, 366, 1341)
news-column (717, 1072, 825, 1269)
left-column (143, 20, 253, 185)
article-paragraph: مذمت کے لئے ایک مذمتی اجلاس منعقد ہوا، اجلاس کی صدارت صدر مجلس علماء دستاں کونسل علامہ مولانا اسلم خان نقشبندی نے کی۔ (30, 1236, 138, 1274)
continuation-label: بقیہ (802, 1273, 824, 1293)
continuation-label: بقیہ (228, 817, 250, 837)
article-paragraph: سہیل کی طرف سے سید نور پریس کلب کے اعزاز میں ظہرانہ کا اہتمام کیا، چوہدری محمد سہیل نے خطاب کرتے ہوئے سید نور پریس کلب کی خدمات کو سراہا (372, 754, 480, 802)
article-paragraph: باثر قبضہ مافیا متحرک ہو چکا ہے، سرکاری سرپرستی میں دن دیہاڑے جائیدادوں کے کاغذات میں ردوبدل کیا جارہا ہے، باثر مافیا کو وزیراعظم کی ہدایت پر بیوروکریسی بھی خاموش (487, 1137, 595, 1185)
continuation-box (143, 1263, 251, 1285)
article-paragraph: سہیل کی طرف سے سید نور پریس (727, 1495, 825, 1503)
news-column (143, 1344, 251, 1425)
article-paragraph: الیکشن میں مسلم لیگ کا حلقہ امیدوار سامنے آیا، حکومتی چھتری تلے بیٹھ کر لینڈ مافیا نے چھوڑ کر وزیراعظم آزاد کشمیر ہاؤس میں چھپ کر غریب اور (717, 995, 825, 1033)
continuation-label: بقیہ (917, 1296, 939, 1316)
news-column (143, 1132, 251, 1260)
feature-subheadline-1: متاثرین ڈیم میں ڈوب رہے تھے وزیراعظم کشمیر ہاؤس میں چھپ گئے (258, 102, 488, 132)
masthead (600, 17, 940, 99)
continuation-number: 72 (144, 1429, 164, 1449)
article-paragraph: مذمت کے لئے ایک مذمتی اجلاس منعقد ہوا، اجلاس کی صدارت صدر مجلس علماء دستاں کونسل علامہ مولانا اسلم (602, 511, 710, 539)
feature-column (375, 415, 487, 610)
editor-name: ایڈیٹر: خالد چوہدری (827, 85, 878, 92)
continuation-number: 68 (144, 974, 164, 994)
feature-column (260, 65, 372, 100)
continuation-box (258, 800, 366, 822)
continuation-box (602, 1460, 710, 1482)
continuation-box (487, 1058, 595, 1080)
article-paragraph: تقسیم برصغیر کے بعد خودمختار ریاست جموں وکشمیر کے مہاراجہ کی جانب سے ہندوستان کے ساتھ گٹھ جوڑ کرنے کے بعد ہندوستانی افواج نے کشمیر پر (258, 1469, 366, 1507)
correction-notice (28, 1398, 140, 1512)
registration-mark (950, 1015, 966, 1016)
continuation-box (30, 1003, 138, 1025)
article-paragraph: ساتھ بیرون ممالک میں کھلے بینک اکاؤنٹس میں ریاستی عوام کا خون پسینہ بچھا رہے ہیں، آزاد کشمیر کے تمام چھوٹے بڑے منصوبہ جات میں کمیشن مقرر کر رکھی ہے (717, 1115, 825, 1163)
continuation-label: بقیہ (687, 1079, 709, 1099)
continuation-box (602, 843, 710, 865)
registration-mark (950, 515, 966, 516)
article-paragraph: الیکشن میں مسلم لیگ کا حلقہ امیدوار سامنے آیا، حکومتی چھتری تلے بیٹھ کر لینڈ مافیا نے چھوڑ کر وزیراعظم آزاد (375, 66, 487, 94)
continuation-label: بقیہ (115, 1004, 137, 1024)
continuation-number: 60 (373, 656, 393, 676)
article-paragraph: ساتھ بیرون ممالک میں کھلے بینک اکاؤنٹس میں ریاستی عوام کا خون پسینہ بچھا رہے ہیں، آزاد کشمیر کے تمام چھوٹے بڑے منصوبہ جات میں کمیشن مقرر کر رکھی ہے (375, 416, 487, 464)
news-column (143, 618, 251, 657)
continuation-number: 40 (833, 676, 853, 696)
news-column (602, 1104, 710, 1457)
article-paragraph: کردوں کے خلاف سخت کارروائی کا مطالبہ، شہید بچوں کیلئے دعائے مغفرت، تفصیلات کے مطابق پشاور میں APS پر دردناک سفاک دہشتگردوں کے حملے اور 133 بچوں کی شہادت پر APSCA کی کال میرپور میں پرائیویٹ سیکٹر میں تمام تعلیمی اداروں کے طلباء نے احتجاج کیا (717, 1299, 825, 1377)
article-paragraph: آرمی پبلک سکول پر دہشت گردی کا واقعہ نہایت افسوسناک قتل اور دہشت گردوں کی جانب سے بزدلانہ عمل ہے۔ سکول کے معصوم بچوں کو دہشت گردی کا نشانہ بنا کر انہیں شہید کیا جانا ارض عزیز پاکستان کی سلامتی پر سوالیہ نشان بن گیا ہے (30, 503, 140, 571)
news-column (602, 792, 710, 840)
news-column (30, 1029, 138, 1394)
feature-column (260, 415, 372, 453)
article-paragraph: لاشوں کی سیاست نے ملکی معیشت کو ناقابل تلافی نقصان پہنچایا ہے، پاکستان ہٹ دھرمی اور پرتشدد سیاست کا متحمل نہیں ہو سکتا (372, 1092, 480, 1130)
article-paragraph: تقسیم برصغیر کے بعد خودمختار ریاست جموں وکشمیر کے مہاراجہ کی جانب سے ہندوستان کے ساتھ گٹھ جوڑ کرنے کے بعد ہندوستانی افواج نے کشمیر پر حملہ کر کے ریاستی عوام کی مرضی ومنشا کے بغیر ہی ریاست جموں وکشمیر پر جبراً قبضہ جما لیا ہندوستان کی جانب سے زبردستی کئے گئے قبضہ کے خلاف کشمیری عوام نے صدائے احتجاج بلند کرتے ہوئے بھارت (832, 868, 940, 966)
article-paragraph: سہیل کی طرف سے سید نور پریس کلب کے اعزاز میں ظہرانہ کا اہتمام کیا، چوہدری محمد سہیل نے خطاب کرتے ہوئے سید نور پریس کلب کی (30, 1350, 138, 1388)
article-paragraph: الیکشن میں مسلم لیگ کا حلقہ امیدوار سامنے آیا، حکومتی چھتری تلے بیٹھ کر لینڈ مافیا نے چھوڑ کر وزیراعظم آزاد کشمیر ہاؤس میں چھپ کر غریب اور مجبور متاثرین منگلا ڈیم کی آواز کو دبا (260, 136, 372, 184)
continuation-label: بقیہ (917, 1351, 939, 1371)
continuation-number: 42 (833, 1296, 853, 1316)
article-paragraph: کیلئے تیار ہیں، جموں کشمیر میں امن صرف مذاکرات کے ذریعے ہی قائم کیا جاسکتا ہے، مسئلہ کشمیر کا پرامن حل دونوں ممالک اور خطے کے مفاد میں ہے، پاکستان اور بھارت دوبارہ مذاکرات (717, 912, 825, 960)
article-paragraph: الیکشن میں مسلم لیگ کا حلقہ امیدوار سامنے آیا، حکومتی چھتری تلے بیٹھ کر لینڈ مافیا نے چھوڑ کر وزیراعظم آزاد کشمیر ہاؤس میں چھپ کر غریب اور مجبور متاثرین منگلا ڈیم کی آواز کو دبا رہے (772, 292, 936, 331)
article-paragraph: کیلئے تیار ہیں، جموں کشمیر میں امن صرف مذاکرات کے ذریعے ہی قائم کیا جاسکتا ہے، مسئلہ کشمیر کا پرامن حل دونوں ممالک اور خطے کے مفاد میں ہے، پاکستان اور بھارت دوبارہ مذاکرات شروع کریں بان کی مون نے ایک بیان میں کہا کہ جموں وکشمیر میں امن صرف مذاکرات کے ذریعے ہی قائم کیا جاسکتا ہے۔ (143, 843, 251, 931)
article-paragraph: الیکشن میں مسلم لیگ کا حلقہ امیدوار سامنے آیا، حکومتی چھتری تلے بیٹھ کر لینڈ مافیا نے چھوڑ کر وزیراعظم آزاد (143, 935, 251, 963)
article-paragraph: کیلئے تیار ہیں، جموں کشمیر میں امن صرف مذاکرات کے ذریعے ہی قائم کیا جاسکتا ہے، مسئلہ کشمیر کا پرامن حل دونوں ممالک اور خطے کے مفاد میں ہے، پاکستان اور بھارت دوبارہ مذاکرات شروع کریں بان کی مون نے ایک بیان میں کہا کہ جموں وکشمیر میں امن صرف مذاکرات کے ذریعے ہی قائم کیا جاسکتا ہے۔ (832, 1007, 940, 1095)
